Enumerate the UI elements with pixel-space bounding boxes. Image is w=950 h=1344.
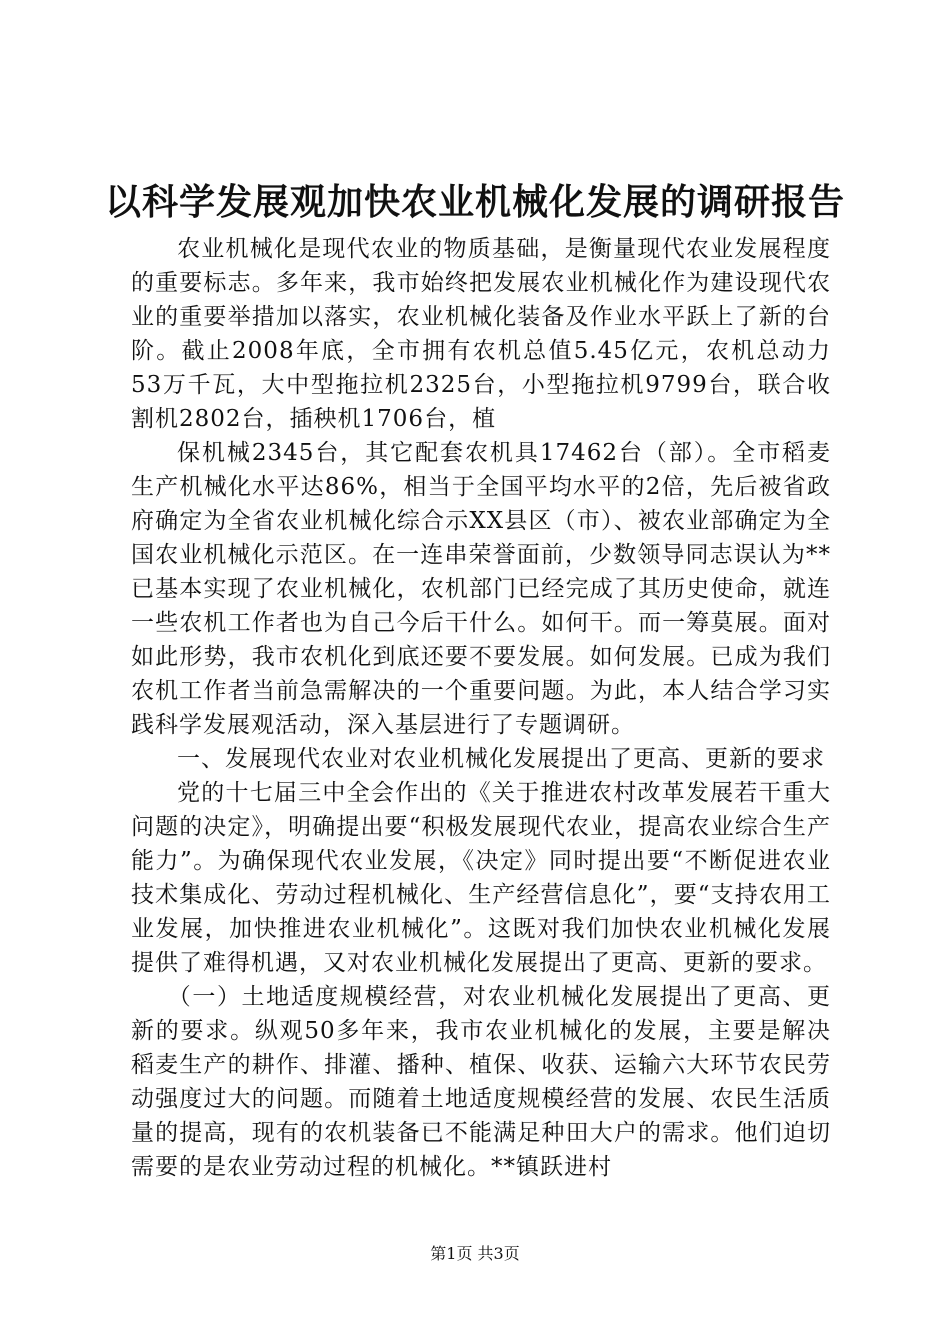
section-heading-1: 一、发展现代农业对农业机械化发展提出了更高、更新的要求	[177, 746, 825, 772]
paragraph-subsection-1: （一）土地适度规模经营，对农业机械化发展提出了更高、更新的要求。纵观50多年来，我市农业机械化的发展，主要是解决稻麦生产的耕作、排灌、播种、植保、收获、运输六大环节农民劳动强度过大的问题。而随着土地适度规模经营的发展、农民生活质量的提高，现有的农机装备已不能满足种田大户的需求。他们迫切需要的是农业劳动过程的机械化。**镇跃进村	[131, 984, 831, 1180]
document-title: 以科学发展观加快农业机械化发展的调研报告	[104, 181, 845, 223]
paragraph-section-1: 党的十七届三中全会作出的《关于推进农村改革发展若干重大问题的决定》，明确提出要“积极发展现代农业，提高农业综合生产能力”。为确保现代农业发展，《决定》同时提出要“不断促进农业技术集成化、劳动过程机械化、生产经营信息化”，要“支持农用工业发展，加快推进农业机械化”。这既对我们加快农业机械化发展提供了难得机遇，又对农业机械化发展提出了更高、更新的要求。	[131, 780, 831, 976]
paragraph-intro-continued: 保机械2345台，其它配套农机具17462台（部）。全市稻麦生产机械化水平达86%，相当于全国平均水平的2倍，先后被省政府确定为全省农业机械化综合示XX县区（市）、被农业部确定为全国农业机械化示范区。在一连串荣誉面前，少数领导同志误认为**已基本实现了农业机械化，农机部门已经完成了其历史使命，就连一些农机工作者也为自己今后干什么。如何干。而一筹莫展。面对如此形势，我市农机化到底还要不要发展。如何发展。已成为我们农机工作者当前急需解决的一个重要问题。为此，本人结合学习实践科学发展观活动，深入基层进行了专题调研。	[131, 440, 831, 738]
document-body	[131, 232, 831, 1184]
paragraph-intro: 农业机械化是现代农业的物质基础，是衡量现代农业发展程度的重要标志。多年来，我市始终把发展农业机械化作为建设现代农业的重要举措加以落实，农业机械化装备及作业水平跃上了新的台阶。截止2008年底，全市拥有农机总值5.45亿元，农机总动力53万千瓦，大中型拖拉机2325台，小型拖拉机9799台，联合收割机2802台，插秧机1706台，植	[131, 236, 831, 432]
page-number-footer: 第1页 共3页	[430, 1244, 520, 1263]
